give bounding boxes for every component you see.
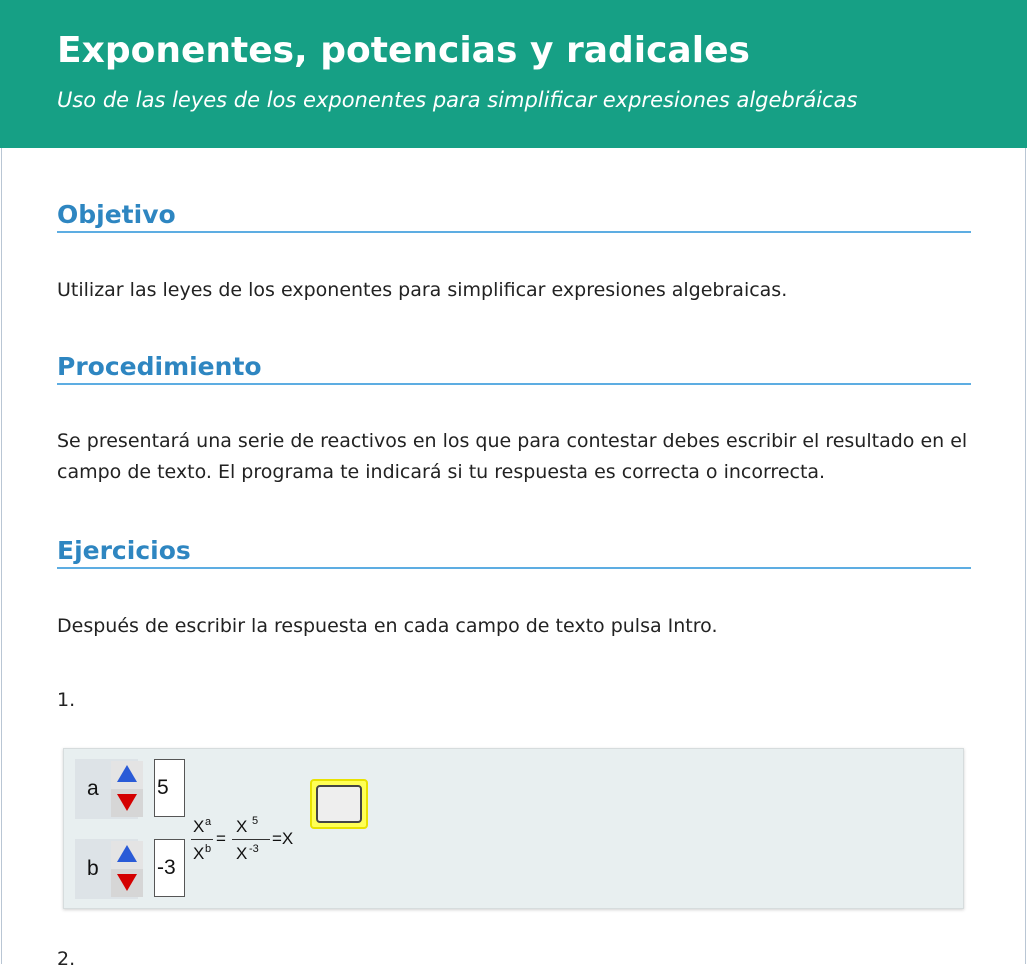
right-numerator-base: X xyxy=(236,817,248,836)
left-numerator-exponent: a xyxy=(205,816,212,828)
param-b-decrement-button[interactable] xyxy=(111,869,143,897)
triangle-down-icon xyxy=(117,794,137,811)
param-b-value-field[interactable]: -3 xyxy=(154,839,185,897)
page-header xyxy=(0,0,1027,148)
answer-input[interactable] xyxy=(316,785,362,823)
triangle-up-icon xyxy=(117,845,137,862)
param-a-spinner xyxy=(111,761,143,817)
left-denominator-exponent: b xyxy=(205,843,212,855)
exercise-applet-1 xyxy=(63,748,964,909)
left-fraction-line xyxy=(191,839,213,840)
param-b-increment-button[interactable] xyxy=(111,841,143,869)
objetivo-text: Utilizar las leyes de los exponentes para simplificar expresiones algebraicas. xyxy=(57,279,788,301)
formula-equals-x: =X xyxy=(272,829,294,848)
section-title-ejercicios: Ejercicios xyxy=(57,536,971,569)
section-title-procedimiento: Procedimiento xyxy=(57,352,971,385)
param-b-control xyxy=(75,839,176,899)
right-fraction-line xyxy=(232,839,270,840)
section-title-objetivo: Objetivo xyxy=(57,200,971,233)
param-a-decrement-button[interactable] xyxy=(111,789,143,817)
formula-equals-sign: = xyxy=(216,829,226,848)
page-subtitle: Uso de las leyes de los exponentes para simplificar expresiones algebráicas xyxy=(57,88,858,112)
left-denominator-base: X xyxy=(193,844,205,863)
param-a-value-field[interactable]: 5 xyxy=(154,759,185,817)
procedimiento-text: Se presentará una serie de reactivos en los que para contestar debes escribir el resultado en el campo de texto. El programa te indicará si tu respuesta es correcta o incorrecta. xyxy=(57,430,968,483)
left-numerator-base: X xyxy=(193,817,205,836)
exercise-number-2: 2. xyxy=(57,948,76,970)
right-denominator-base: X xyxy=(236,844,248,863)
right-numerator-exponent: 5 xyxy=(252,815,259,827)
param-a-label: a xyxy=(87,777,99,800)
param-b-spinner xyxy=(111,841,143,897)
exercise-number-1: 1. xyxy=(57,689,76,711)
param-a-control xyxy=(75,759,169,819)
triangle-down-icon xyxy=(117,874,137,891)
param-a-increment-button[interactable] xyxy=(111,761,143,789)
param-b-label: b xyxy=(87,857,99,880)
ejercicios-text: Después de escribir la respuesta en cada campo de texto pulsa Intro. xyxy=(57,615,718,637)
answer-field-highlight xyxy=(310,779,368,829)
right-denominator-exponent: -3 xyxy=(249,843,259,855)
triangle-up-icon xyxy=(117,765,137,782)
page-title: Exponentes, potencias y radicales xyxy=(57,30,750,71)
